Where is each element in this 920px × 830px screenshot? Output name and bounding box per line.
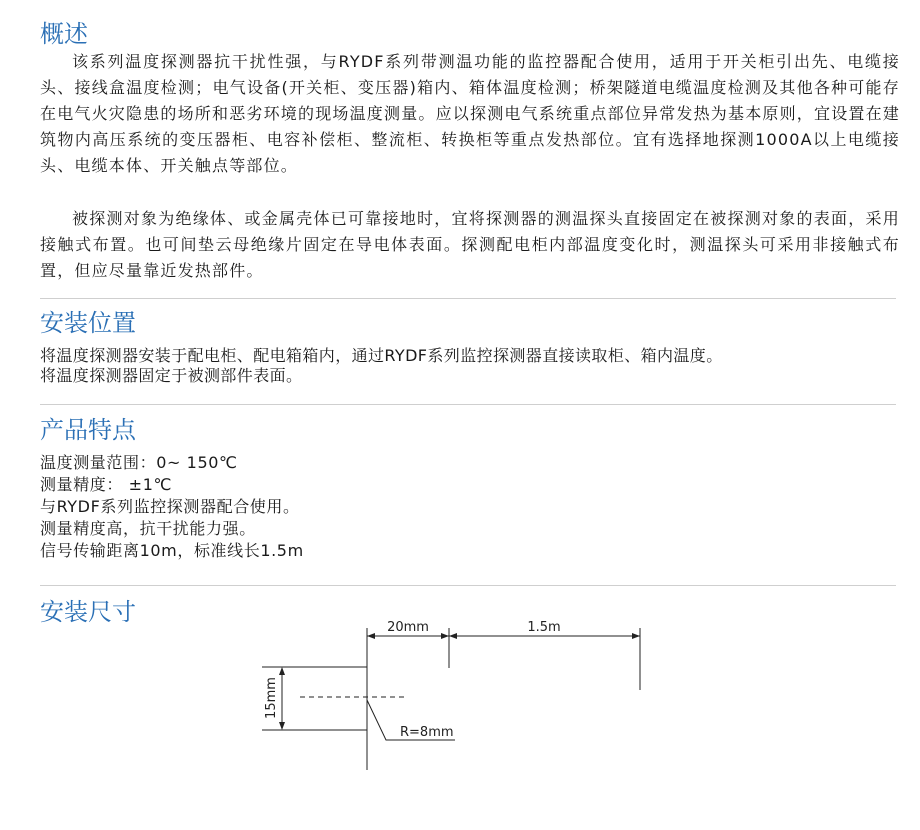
overview-heading: 概述 [40, 20, 88, 48]
install-location-line-2: 将温度探测器固定于被测部件表面。 [40, 366, 303, 385]
feature-item-1: 温度测量范围：0~ 150℃ [40, 453, 238, 472]
overview-paragraph-1: 该系列温度探测器抗干扰性强，与RYDF系列带测温功能的监控器配合使用，适用于开关柜引出先、电缆接头、接线盒温度检测；电气设备(开关柜、变压器)箱内、箱体温度检测；桥架隧道电缆温度检测及其他各种可能存在电气火灾隐患的场所和恶劣环境的现场温度测量。应以探测电气系统重点部位异常发热为基本原则，宜设置在建筑物内高压系统的变压器柜、电容补偿柜、整流柜、转换柜等重点发热部位。宜有选择地探测1000A以上电缆接头、电缆本体、开关触点等部位。 [40, 52, 901, 175]
arrow-cable-right [632, 633, 640, 639]
dim-label-height: 15mm [264, 677, 279, 719]
arrow-cable-left [449, 633, 457, 639]
arrow-20mm-left [367, 633, 375, 639]
arrow-20mm-right [441, 633, 449, 639]
height-arrow-top [279, 667, 285, 675]
divider-1 [40, 298, 896, 299]
feature-item-4: 测量精度高，抗干扰能力强。 [40, 519, 256, 538]
feature-item-3: 与RYDF系列监控探测器配合使用。 [40, 497, 300, 516]
dim-label-cable-length: 1.5m [527, 620, 561, 635]
overview-paragraph-2: 被探测对象为绝缘体、或金属壳体已可靠接地时，宜将探测器的测温探头直接固定在被探测对象的表面，采用接触式布置。也可间垫云母绝缘片固定在导电体表面。探测配电柜内部温度变化时，测温探头可采用非接触式布置，但应尽量靠近发热部件。 [40, 209, 900, 280]
feature-item-2: 测量精度： ±1℃ [40, 475, 173, 494]
dimensions-heading: 安装尺寸 [40, 598, 136, 626]
install-location-line-1: 将温度探测器安装于配电柜、配电箱箱内，通过RYDF系列监控探测器直接读取柜、箱内温度。 [40, 346, 723, 365]
features-heading: 产品特点 [40, 416, 136, 444]
radius-leader-line [367, 700, 455, 740]
install-location-heading: 安装位置 [40, 309, 136, 337]
dim-label-probe-length: 20mm [387, 620, 429, 635]
feature-item-5: 信号传输距离10m，标准线长1.5m [40, 541, 304, 560]
divider-3 [40, 585, 896, 586]
dim-label-radius: R=8mm [400, 725, 454, 740]
height-arrow-bottom [279, 722, 285, 730]
divider-2 [40, 404, 896, 405]
